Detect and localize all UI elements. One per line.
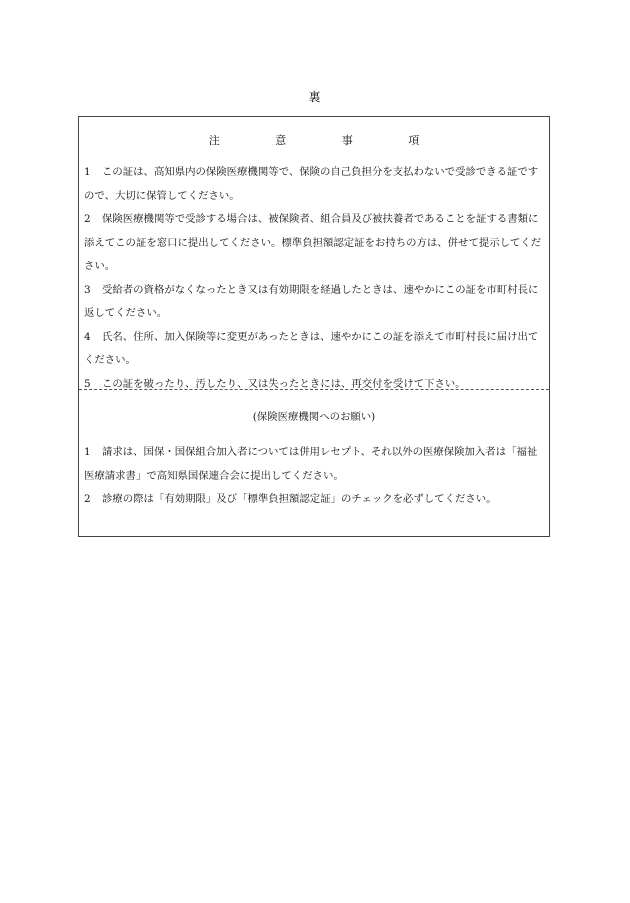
notice-item-text: 氏名、住所、加入保険等に変更があったときは、速やかにこの証を添えて市町村長に届け出てください。	[84, 330, 539, 366]
notice-item	[84, 326, 546, 373]
notice-item	[84, 373, 546, 397]
requests-list	[84, 441, 546, 512]
notice-item-number: 3	[84, 283, 91, 296]
requests-title: (保険医療機関へのお願い)	[252, 411, 376, 423]
notice-item-text: 受給者の資格がなくなったとき又は有効期限を経過したときは、速やかにこの証を市町村長に返してください。	[84, 283, 539, 319]
notice-box	[78, 116, 550, 537]
request-item-text: 請求は、国保・国保組合加入者については併用レセプト、それ以外の医療保険加入者は「福祉医療請求書」で高知県国保連合会に提出してください。	[84, 446, 538, 482]
notice-item	[84, 279, 546, 326]
notice-item-text: この証を破ったり、汚したり、又は失ったときには、再交付を受けて下さい。	[102, 377, 466, 390]
notice-list	[84, 161, 546, 396]
notice-item-number: 5	[84, 377, 91, 390]
request-item-text: 診療の際は「有効期限」及び「標準負担額認定証」のチェックを必ずしてください。	[102, 493, 497, 505]
notice-item	[84, 161, 546, 208]
request-item-number: 2	[84, 493, 91, 505]
notice-title: 注 意 事 項	[208, 134, 420, 147]
page-heading: 裏	[308, 90, 322, 104]
dashed-divider	[79, 389, 549, 390]
request-item	[84, 441, 546, 488]
notice-item-text: この証は、高知県内の保険医療機関等で、保険の自己負担分を支払わないで受診できる証ですので、大切に保管してください。	[84, 166, 539, 202]
notice-item-number: 4	[84, 330, 91, 343]
notice-item	[84, 208, 546, 279]
notice-item-number: 2	[84, 213, 91, 225]
request-item	[84, 488, 546, 512]
notice-item-text: 保険医療機関等で受診する場合は、被保険者、組合員及び被扶養者であることを証する書類に添えてこの証を窓口に提出してください。標準負担額認定証をお持ちの方は、併せて提示してください。	[84, 213, 542, 272]
notice-item-number: 1	[84, 166, 91, 178]
request-item-number: 1	[84, 446, 91, 458]
